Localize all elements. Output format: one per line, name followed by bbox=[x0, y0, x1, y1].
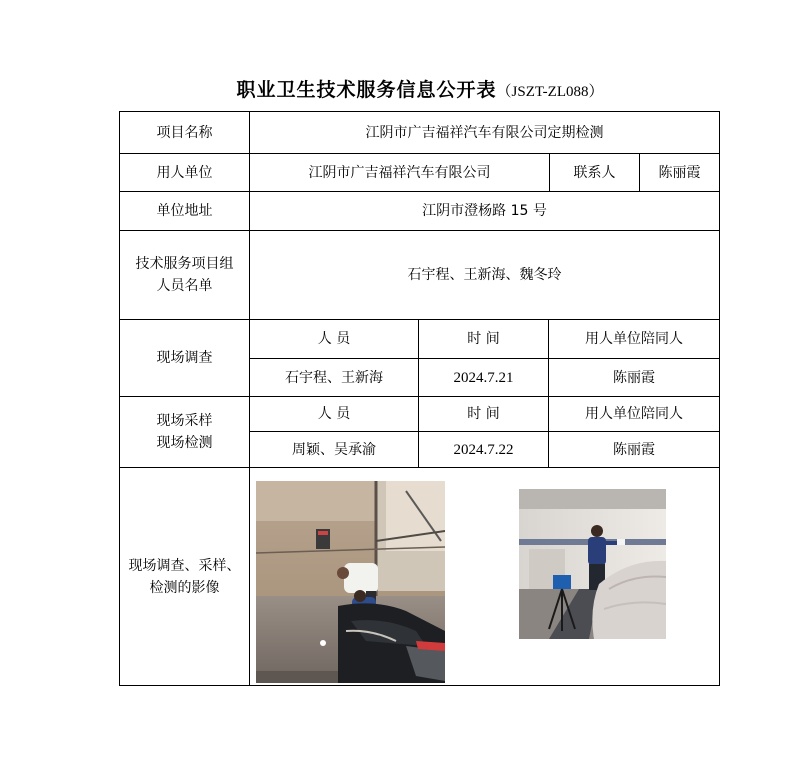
title-text: 职业卫生技术服务信息公开表 bbox=[236, 79, 497, 101]
sampling-escort: 陈丽霞 bbox=[548, 431, 720, 468]
contact-label: 联系人 bbox=[549, 153, 640, 192]
contact-value: 陈丽霞 bbox=[639, 153, 720, 192]
employer-label: 用人单位 bbox=[119, 153, 250, 192]
survey-person: 石宇程、王新海 bbox=[249, 358, 419, 397]
sampling-label-line1: 现场采样 bbox=[156, 413, 213, 429]
sampling-person: 周颖、吴承渝 bbox=[249, 431, 419, 468]
project-name-value: 江阴市广吉福祥汽车有限公司定期检测 bbox=[249, 111, 720, 154]
survey-escort: 陈丽霞 bbox=[548, 358, 720, 397]
sampling-col-escort: 用人单位陪同人 bbox=[548, 396, 720, 432]
team-label bbox=[119, 230, 250, 320]
survey-time: 2024.7.21 bbox=[418, 358, 549, 397]
employer-value: 江阴市广吉福祥汽车有限公司 bbox=[249, 153, 550, 192]
team-label-line1: 技术服务项目组 bbox=[135, 256, 234, 272]
project-name-label: 项目名称 bbox=[119, 111, 250, 154]
sampling-col-time: 时 间 bbox=[418, 396, 549, 432]
survey-col-escort: 用人单位陪同人 bbox=[548, 319, 720, 359]
address-value: 江阴市澄杨路 15 号 bbox=[249, 191, 720, 231]
sampling-time: 2024.7.22 bbox=[418, 431, 549, 468]
images-label-line1: 现场调查、采样、 bbox=[128, 557, 241, 574]
document-code: （JSZT-ZL088） bbox=[496, 84, 604, 100]
survey-col-person: 人 员 bbox=[249, 319, 419, 359]
survey-col-time: 时 间 bbox=[418, 319, 549, 359]
images-label bbox=[119, 467, 250, 686]
sampling-col-person: 人 员 bbox=[249, 396, 419, 432]
sampling-label-line2: 现场检测 bbox=[156, 435, 213, 451]
site-survey-photo bbox=[256, 481, 445, 683]
sampling-label bbox=[119, 396, 250, 468]
team-label-line2: 人员名单 bbox=[156, 278, 213, 294]
images-label-line2: 检测的影像 bbox=[149, 579, 220, 596]
survey-label: 现场调查 bbox=[119, 319, 250, 397]
page-title bbox=[0, 75, 793, 102]
team-value: 石宇程、王新海、魏冬玲 bbox=[249, 230, 720, 320]
address-label: 单位地址 bbox=[119, 191, 250, 231]
site-sampling-photo bbox=[519, 489, 666, 639]
